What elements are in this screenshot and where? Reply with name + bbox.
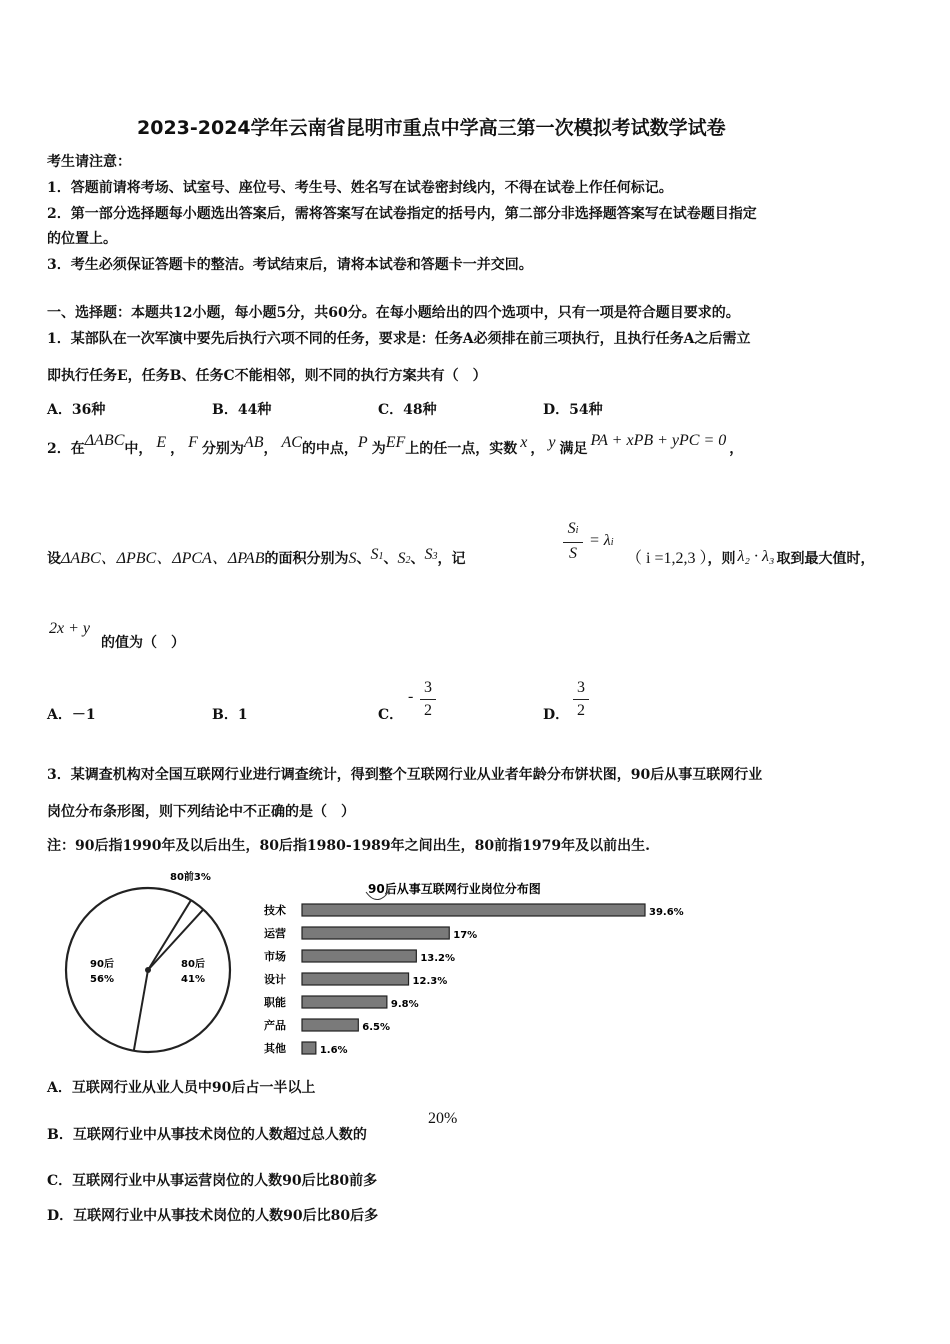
notice-item-1: 1．答题前请将考场、试室号、座位号、考生号、姓名写在试卷密封线内，不得在试卷上作任何标记。 bbox=[47, 180, 673, 196]
q2-option-c-sign: - bbox=[408, 688, 414, 705]
bar-category-label: 产品 bbox=[264, 1019, 286, 1032]
q2-line1: 2．在ΔABC中， E ， F 分别为AB， AC的中点，P 为EF上的任一点，实数 x ， y 满足 PA + xPB + yPC = 0 ， bbox=[47, 432, 744, 457]
q2-option-c: C． bbox=[378, 707, 404, 723]
bar-3 bbox=[302, 973, 409, 985]
bar-value-label: 17% bbox=[453, 930, 478, 941]
q2-option-c-fraction: 3 2 bbox=[420, 678, 436, 721]
q3-option-b-percent: 20% bbox=[428, 1110, 458, 1127]
bar-value-label: 9.8% bbox=[390, 999, 419, 1010]
bar-chart-title: 90后从事互联网行业岗位分布图 bbox=[368, 882, 541, 896]
notice-item-2-cont: 的位置上。 bbox=[47, 231, 117, 247]
bar-value-label: 6.5% bbox=[362, 1022, 391, 1033]
bar-4 bbox=[302, 996, 387, 1008]
bar-category-label: 运营 bbox=[264, 927, 286, 940]
bar-value-label: 39.6% bbox=[649, 907, 684, 918]
q3-line1: 3．某调查机构对全国互联网行业进行调查统计，得到整个互联网行业从业者年龄分布饼状图，90后从事互联网行业 bbox=[47, 767, 763, 783]
q2-fraction: Si S bbox=[563, 519, 583, 564]
pie-value-90: 56% bbox=[90, 974, 114, 985]
bar-category-label: 设计 bbox=[264, 973, 286, 986]
bar-value-label: 13.2% bbox=[420, 953, 456, 964]
bar-6 bbox=[302, 1042, 316, 1054]
q2-option-d-fraction: 3 2 bbox=[573, 678, 589, 721]
pie-center-dot bbox=[145, 967, 151, 973]
q2-lambda: = λi bbox=[589, 532, 614, 549]
q1-option-c: C．48种 bbox=[378, 402, 437, 418]
q2-line3: 的值为（ ） bbox=[101, 635, 185, 651]
pie-label-80: 80后 bbox=[181, 959, 205, 970]
q2-expr: 2x + y bbox=[49, 620, 90, 637]
q1-option-d: D．54种 bbox=[543, 402, 603, 418]
q2-option-d: D． bbox=[543, 707, 570, 723]
q3-line2: 岗位分布条形图，则下列结论中不正确的是（ ） bbox=[47, 804, 355, 820]
bar-category-label: 市场 bbox=[264, 950, 286, 963]
notice-item-3: 3．考生必须保证答题卡的整洁。考试结束后，请将本试卷和答题卡一并交回。 bbox=[47, 257, 533, 273]
q3-option-b: B．互联网行业中从事技术岗位的人数超过总人数的 bbox=[47, 1127, 367, 1143]
bar-value-label: 1.6% bbox=[319, 1045, 348, 1056]
q3-option-c: C．互联网行业中从事运营岗位的人数90后比80前多 bbox=[47, 1173, 378, 1189]
q1-line2: 即执行任务E，任务B、任务C不能相邻，则不同的执行方案共有（ ） bbox=[47, 368, 487, 384]
q2-line2: 设ΔABC、ΔPBC、ΔPCA、ΔPAB的面积分别为S、S1、S2、S3，记 bbox=[47, 546, 466, 567]
bar-5 bbox=[302, 1019, 358, 1031]
bar-value-label: 12.3% bbox=[412, 976, 448, 987]
q1-option-b: B．44种 bbox=[212, 402, 272, 418]
q3-note: 注：90后指1990年及以后出生，80后指1980-1989年之间出生，80前指1979年及以前出生. bbox=[47, 838, 650, 854]
job-bar-chart bbox=[258, 876, 718, 1061]
notice-item-2: 2．第一部分选择题每小题选出答案后，需将答案写在试卷指定的括号内，第二部分非选择题答案写在试卷题目指定 bbox=[47, 206, 757, 222]
q2-option-b: B．1 bbox=[212, 707, 248, 723]
pie-divider-90-80 bbox=[134, 970, 148, 1051]
bar-2 bbox=[302, 950, 416, 962]
notice-heading: 考生请注意： bbox=[47, 154, 131, 170]
bar-category-label: 其他 bbox=[264, 1042, 286, 1055]
pie-value-80: 41% bbox=[181, 974, 205, 985]
q3-option-d: D．互联网行业中从事技术岗位的人数90后比80后多 bbox=[47, 1208, 379, 1224]
q3-option-a: A．互联网行业从业人员中90后占一半以上 bbox=[47, 1080, 316, 1096]
q2-line2-tail: （ i =1,2,3 ），则 λ₂ · λ₃ 取到最大值时， bbox=[626, 548, 875, 567]
bar-category-label: 技术 bbox=[264, 904, 286, 917]
age-pie-chart bbox=[60, 868, 250, 1068]
pie-label-80q: 80前3% bbox=[170, 872, 211, 883]
bar-1 bbox=[302, 927, 449, 939]
pie-label-90: 90后 bbox=[90, 959, 114, 970]
q2-option-a: A．－1 bbox=[47, 707, 96, 723]
page-title: 2023-2024学年云南省昆明市重点中学高三第一次模拟考试数学试卷 bbox=[137, 117, 726, 139]
q1-line1: 1．某部队在一次军演中要先后执行六项不同的任务，要求是：任务A必须排在前三项执行，且执行任务A之后需立 bbox=[47, 331, 751, 347]
bar-category-label: 职能 bbox=[264, 996, 286, 1009]
bar-0 bbox=[302, 904, 645, 916]
q1-option-a: A．36种 bbox=[47, 402, 106, 418]
section-heading: 一、选择题：本题共12小题，每小题5分，共60分。在每小题给出的四个选项中，只有一项是符合题目要求的。 bbox=[47, 305, 740, 321]
